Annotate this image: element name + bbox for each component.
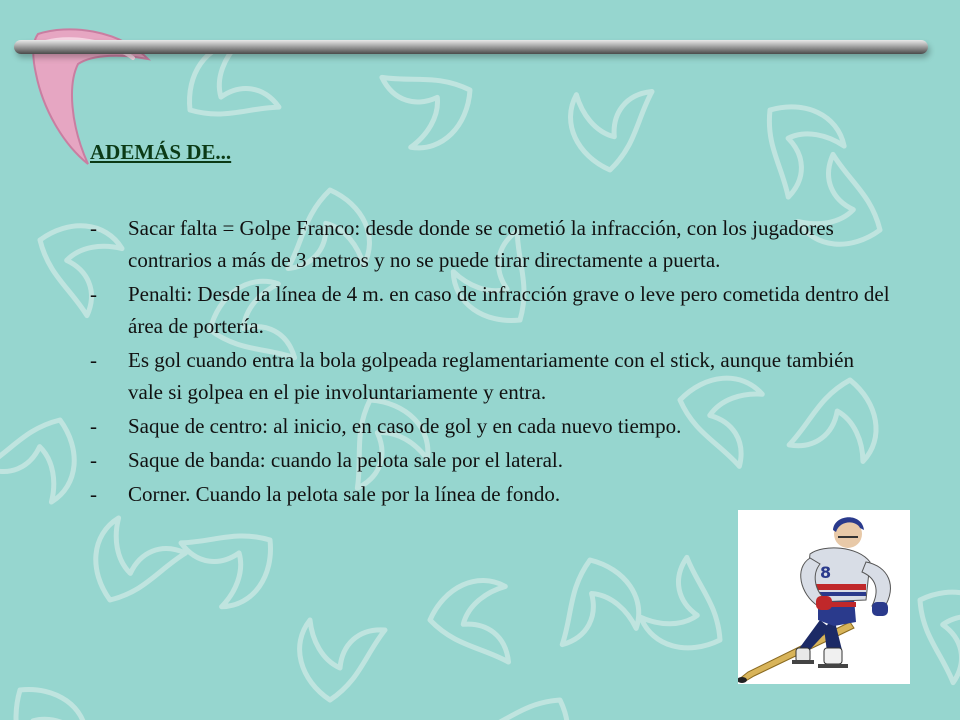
hockey-player-icon xyxy=(738,510,910,684)
dash-marker: - xyxy=(90,482,97,506)
dash-marker: - xyxy=(90,348,97,372)
dash-marker: - xyxy=(90,216,97,240)
list-item xyxy=(90,212,890,276)
list-item-text: Es gol cuando entra la bola golpeada reglamentariamente con el stick, aunque también vale si golpea en el pie involuntariamente y entra. xyxy=(128,348,854,404)
list-item xyxy=(90,444,890,476)
list-item xyxy=(90,344,890,408)
slide-title: ADEMÁS DE... xyxy=(90,140,232,164)
list-item xyxy=(90,410,890,442)
dash-marker: - xyxy=(90,282,97,306)
list-item-text: Saque de banda: cuando la pelota sale por el lateral. xyxy=(128,448,563,472)
bullet-list xyxy=(90,212,890,512)
list-item xyxy=(90,278,890,342)
hockey-player-image xyxy=(738,510,910,684)
dash-marker: - xyxy=(90,448,97,472)
top-divider-bar xyxy=(14,40,928,54)
svg-text:8: 8 xyxy=(820,563,832,582)
list-item-text: Saque de centro: al inicio, en caso de gol y en cada nuevo tiempo. xyxy=(128,414,682,438)
list-item-text: Corner. Cuando la pelota sale por la línea de fondo. xyxy=(128,482,561,506)
list-item-text: Sacar falta = Golpe Franco: desde donde se cometió la infracción, con los jugadores contrarios a más de 3 metros y no se puede tirar directamente a puerta. xyxy=(128,216,834,272)
dash-marker: - xyxy=(90,414,97,438)
list-item xyxy=(90,478,890,510)
list-item-text: Penalti: Desde la línea de 4 m. en caso de infracción grave o leve pero cometida dentro del área de portería. xyxy=(128,282,890,338)
